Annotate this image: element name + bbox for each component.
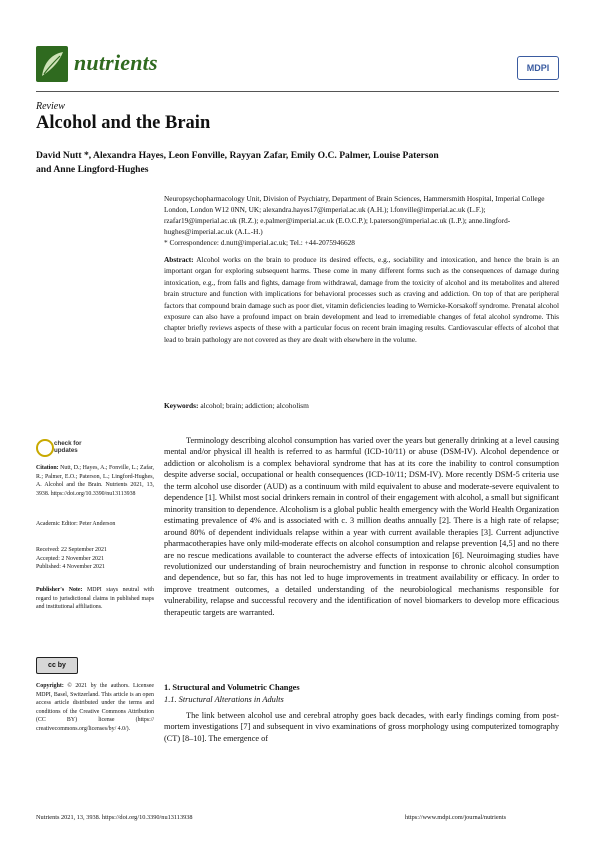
- check-for-updates-icon[interactable]: [36, 439, 54, 457]
- citation-label: Citation:: [36, 465, 59, 471]
- published-date: Published: 4 November 2021: [36, 564, 105, 571]
- subsection-heading: 1.1. Structural Alterations in Adults: [164, 695, 284, 704]
- copyright-text: © 2021 by the authors. Licensee MDPI, Basel, Switzerland. This article is an open access article distributed under the terms and conditions of the Creative Commons Attribution (CC BY) license (https:// creativecommons.org/licenses/by/ 4.0/).: [36, 683, 154, 732]
- article-type: Review: [36, 101, 65, 112]
- accepted-date: Accepted: 2 November 2021: [36, 555, 104, 562]
- received-date: Received: 22 September 2021: [36, 547, 107, 553]
- keywords: [164, 401, 559, 410]
- citation-text: Nutt, D.; Hayes, A.; Fonville, L.; Zafar, R.; Palmer, E.O.; Paterson, L.; Lingford-Hughes, A. Alcohol and the Brain. Nutrients 2021, 13, 3938. https://doi.org/10.3390/nu13113938: [36, 465, 154, 497]
- copyright-label: Copyright:: [36, 683, 64, 689]
- affiliation-block: [164, 193, 559, 248]
- abstract-text: Alcohol works on the brain to produce its desired effects, e.g., sociability and intoxication, and hence the brain is an important organ for exploring subsequent harms. These come in many different forms such as the consequences of damage during intoxication, e.g., from falls and fights, damage from withdrawal, damage from the toxicity of alcohol and its metabolites and altered brain structure and function with implications for behavioral processes such as craving and addiction. On top of that are peripheral factors that compound brain damage such as poor diet, vitamin deficiencies leading to Wernicke-Korsakoff syndrome. Prenatal alcohol exposure can also have a profound impact on brain development and lead to irremediable changes of fetal alcohol syndrome. This chapter briefly reviews aspects of these with a particular focus on recent brain imaging results. Cardiovascular effects of alcohol that lead to brain pathology are not covered as they are dealt with elsewhere in the volume.: [164, 255, 559, 344]
- journal-logo-icon: [36, 46, 68, 82]
- copyright-block: [36, 682, 154, 734]
- academic-editor: Academic Editor: Peter Anderson: [36, 521, 116, 527]
- check-for-updates-label[interactable]: check for updates: [54, 440, 82, 454]
- publisher-note: [36, 586, 154, 612]
- citation-block: [36, 464, 154, 498]
- body-paragraph: The link between alcohol use and cerebral atrophy goes back decades, with early findings coming from post-mortem investigations [7] and subsequent in vivo examinations of gross morphology using computerized tomography (CT) [8–10]. The emergence of: [164, 711, 559, 743]
- footer-journal-link[interactable]: https://www.mdpi.com/journal/nutrients: [405, 814, 507, 821]
- journal-name: nutrients: [74, 50, 158, 75]
- intro-paragraph: Terminology describing alcohol consumption has varied over the years but generally drinking at a level causing mental and/or physical ill health is referred to as harmful (ICD-10/11) or abuse (DSM-IV). Alcohol dependence or addiction or alcoholism is a complex behavioral syndrome that has at its core the inability to control consumption despite adverse social, occupational or health consequences (ICD-10/11; DSM-IV). More recently DSM-5 criteria use the term alcohol use disorder (AUD) as a continuum with mild equivalent to abuse and moderate-severe equivalent to dependence [1]. Whilst most social drinkers remain in control of their engagement with alcohol, a small but significant minority transition to dependence. Alcoholism is a global public health emergency with the World Health Organization estimating prevalence of 4% and is associated with c. 3 million deaths annually [2]. There is a high rate of relapse; around 80% of dependent individuals relapse within a year with current available therapies [3]. Current adjunctive pharmacotherapies have only mild-moderate effects on alcohol consumption and relapse prevention [4,5] and no there are no rescue medications available to counteract the adverse effects of intoxication [6]. Neuroimaging studies have revolutionized our understanding of brain neurochemistry and function in response to chronic alcohol consumption and dependence, but so far, this has not led to huge improvements in treatment availability or efficacy. In order to improve treatment outcomes, a detailed understanding of the neurobiological mechanisms responsible for vulnerability, relapse and successful recovery and the identification of novel biomarkers to develop more efficacious therapeutic targets are warranted.: [164, 436, 559, 617]
- header-divider: [36, 91, 559, 92]
- keywords-text: alcohol; brain; addiction; alcoholism: [200, 401, 309, 410]
- abstract: [164, 254, 559, 345]
- section-heading: 1. Structural and Volumetric Changes: [164, 683, 300, 692]
- abstract-label: Abstract:: [164, 255, 194, 264]
- publisher-logo: MDPI: [517, 56, 559, 80]
- cc-license-icon[interactable]: cc by: [36, 657, 78, 674]
- correspondence-text: * Correspondence: d.nutt@imperial.ac.uk; Tel.: +44-2075946628: [164, 238, 355, 247]
- keywords-label: Keywords:: [164, 401, 199, 410]
- footer-citation: Nutrients 2021, 13, 3938. https://doi.org/10.3390/nu13113938: [36, 814, 193, 821]
- authors-line-2: and Anne Lingford-Hughes: [36, 164, 149, 175]
- article-title: Alcohol and the Brain: [36, 113, 211, 133]
- affiliation-text: Neuropsychopharmacology Unit, Division of Psychiatry, Department of Brain Sciences, Hammersmith Hospital, Imperial College London, London W12 0NN, UK; alexandra.hayes17@imperial.ac.uk (A.H.); l.fonville@imperial.ac.uk (L.F.); rzafar19@imperial.ac.uk (R.Z.); e.palmer@imperial.ac.uk (E.O.C.P.); l.paterson@imperial.ac.uk (L.P.); anne.lingford-hughes@imperial.ac.uk (A.L.-H.): [164, 194, 545, 236]
- dates-block: [36, 546, 154, 572]
- publisher-note-text: MDPI stays neutral with regard to jurisdictional claims in published maps and institutional affiliations.: [36, 587, 154, 611]
- author-list: [36, 149, 556, 177]
- authors-line-1: David Nutt *, Alexandra Hayes, Leon Fonville, Rayyan Zafar, Emily O.C. Palmer, Louise Paterson: [36, 150, 439, 161]
- publisher-note-label: Publisher's Note:: [36, 587, 83, 593]
